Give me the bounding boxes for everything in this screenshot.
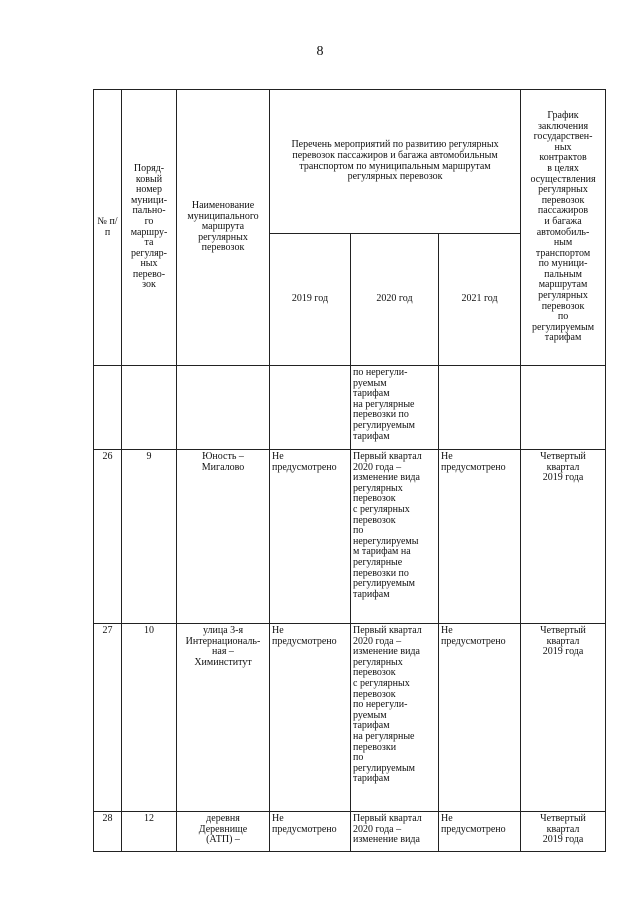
table-row — [94, 450, 606, 624]
text-line: по муници- — [538, 258, 588, 270]
text-line: регулярных — [538, 290, 588, 302]
header-measures — [270, 90, 521, 234]
row-2019 — [270, 366, 351, 450]
row-2020 — [351, 812, 439, 852]
routes-table — [93, 89, 606, 852]
header-route-name — [177, 90, 270, 366]
text-line: Не — [441, 451, 453, 462]
text-line: с регулярных — [353, 677, 410, 689]
text-line: 2020 года – — [353, 823, 402, 835]
text-line: перево- — [132, 268, 166, 280]
text-line: регулируемым — [353, 762, 415, 774]
row-no: 26 — [94, 450, 122, 624]
text-line: контрактов — [539, 152, 587, 164]
text-line: квартал — [546, 635, 580, 647]
text-line: регулируемым — [532, 321, 595, 333]
row-schedule — [521, 450, 606, 624]
row-no — [94, 366, 122, 450]
text-line: осуществления — [530, 173, 596, 185]
row-2020 — [351, 624, 439, 812]
text-line: муниципального — [187, 210, 259, 222]
page-number: 8 — [316, 44, 324, 59]
text-line: График — [547, 109, 579, 121]
text-line: перевозок — [353, 493, 396, 505]
row-schedule — [521, 366, 606, 450]
text-line: Не — [272, 625, 284, 636]
text-line: по — [353, 525, 364, 537]
text-line: руемым — [353, 709, 387, 721]
text-line: тарифам — [353, 430, 390, 442]
text-line: 2020 года – — [353, 635, 402, 647]
text-line: муници- — [130, 194, 168, 206]
text-line: 2020 года – — [353, 461, 402, 473]
text-line: государствен- — [533, 131, 593, 143]
row-schedule — [521, 624, 606, 812]
text-line: номер — [136, 184, 162, 196]
text-line: Поряд- — [133, 162, 165, 174]
row-2019 — [270, 812, 351, 852]
table-row — [94, 366, 606, 450]
header-no: № п/п — [94, 90, 122, 366]
text-line: перевозки по — [353, 409, 409, 421]
header-order — [122, 90, 177, 366]
text-line: Не — [441, 625, 453, 636]
table-row — [94, 812, 606, 852]
text-line: Четвертый — [540, 451, 586, 462]
text-line: регулярных перевозок — [347, 171, 443, 183]
text-line: Деревнище — [198, 823, 248, 835]
text-line: перевозок — [541, 300, 585, 312]
text-line: ная – — [212, 646, 234, 658]
text-line: автомобиль- — [536, 226, 590, 238]
text-line: ковый — [135, 173, 163, 185]
text-line: пассажиров — [537, 205, 589, 217]
text-line: пальным — [544, 268, 582, 280]
text-line: регулярных — [538, 184, 588, 196]
text-line: Химинститут — [194, 656, 252, 668]
text-line: Наименование — [191, 200, 255, 212]
text-line: транспортом по муниципальным маршрутам — [299, 160, 491, 172]
text-line: в целях — [547, 162, 579, 174]
text-line: 2019 года — [542, 834, 584, 846]
row-2021 — [439, 450, 521, 624]
text-line: Четвертый — [540, 625, 586, 636]
text-line: предусмотрено — [441, 635, 506, 647]
text-line: тарифам — [353, 773, 390, 785]
text-line: м тарифам на — [353, 546, 411, 558]
text-line: ным — [553, 237, 573, 249]
text-line: предусмотрено — [441, 823, 506, 835]
row-no: 28 — [94, 812, 122, 852]
text-line: квартал — [546, 823, 580, 835]
text-line: заключения — [537, 120, 589, 132]
row-route-name — [177, 366, 270, 450]
text-line: улица 3-я — [202, 625, 244, 636]
text-line: Интернациональ- — [185, 635, 261, 647]
text-line: на регулярные — [353, 398, 415, 410]
table-row — [94, 624, 606, 812]
text-line: предусмотрено — [272, 635, 337, 647]
text-line: маршрутам — [538, 279, 588, 291]
text-line: маршру- — [130, 226, 168, 238]
header-year-2019: 2019 год — [270, 234, 351, 366]
text-line: перевозок пассажиров и багажа автомобильным — [292, 149, 498, 161]
text-line: регуляр- — [130, 247, 168, 259]
row-no: 27 — [94, 624, 122, 812]
header-year-2021: 2021 год — [439, 234, 521, 366]
text-line: предусмотрено — [272, 461, 337, 473]
row-order: 10 — [122, 624, 177, 812]
text-line: перевозок — [201, 242, 245, 254]
text-line: маршрута — [201, 221, 245, 233]
header-row — [94, 90, 606, 234]
text-line: по — [557, 311, 569, 323]
row-2020 — [351, 366, 439, 450]
text-line: Не — [272, 451, 284, 462]
row-order: 9 — [122, 450, 177, 624]
text-line: Четвертый — [540, 813, 586, 824]
text-line: та — [144, 237, 154, 249]
text-line: 2019 года — [542, 472, 584, 484]
text-line: тарифам — [353, 588, 390, 600]
text-line: 2019 года — [542, 646, 584, 658]
text-line: перевозки по — [353, 567, 409, 579]
text-line: и багажа — [544, 215, 582, 227]
text-line: регулярные — [353, 556, 403, 568]
row-2020 — [351, 450, 439, 624]
row-order — [122, 366, 177, 450]
row-2021 — [439, 812, 521, 852]
text-line: по нерегули- — [353, 699, 408, 711]
text-line: деревня — [206, 813, 240, 824]
text-line: с регулярных — [353, 503, 410, 515]
text-line: предусмотрено — [272, 823, 337, 835]
text-line: регулируемым — [353, 419, 415, 431]
text-line: по — [353, 752, 364, 764]
text-line: Первый квартал — [353, 451, 422, 462]
row-2019 — [270, 624, 351, 812]
text-line: Не — [272, 813, 284, 824]
text-line: регулярных — [353, 656, 403, 668]
text-line: го — [144, 215, 154, 227]
text-line: Первый квартал — [353, 625, 422, 636]
text-line: перевозок — [353, 514, 396, 526]
text-line: регулярных — [353, 482, 403, 494]
text-line: перевозок — [541, 194, 585, 206]
row-route-name — [177, 624, 270, 812]
text-line: регулируемым — [353, 578, 415, 590]
text-line: пально- — [132, 205, 166, 217]
text-line: ных — [140, 258, 158, 270]
text-line: на регулярные — [353, 730, 415, 742]
text-line: регулярных — [198, 231, 248, 243]
text-line: тарифам — [353, 720, 390, 732]
row-2019 — [270, 450, 351, 624]
row-route-name — [177, 450, 270, 624]
text-line: предусмотрено — [441, 461, 506, 473]
text-line: изменение вида — [353, 472, 420, 484]
text-line: руемым — [353, 377, 387, 389]
text-line: нерегулируемы — [353, 535, 419, 547]
text-line: Мигалово — [201, 461, 245, 473]
text-line: Юность – — [202, 451, 244, 462]
text-line: зок — [142, 279, 156, 291]
text-line: Не — [441, 813, 453, 824]
row-order: 12 — [122, 812, 177, 852]
text-line: ных — [554, 141, 572, 153]
text-line: перевозок — [353, 667, 396, 679]
text-line: тарифам — [353, 388, 390, 400]
text-line: перевозок — [353, 688, 396, 700]
row-2021 — [439, 624, 521, 812]
text-line: (АТП) – — [206, 834, 240, 846]
text-line: квартал — [546, 461, 580, 473]
text-line: Перечень мероприятий по развитию регулярных — [291, 139, 499, 151]
row-schedule — [521, 812, 606, 852]
text-line: изменение вида — [353, 646, 420, 658]
text-line: Первый квартал — [353, 813, 422, 824]
header-schedule — [521, 90, 606, 366]
text-line: изменение вида — [353, 834, 420, 846]
text-line: транспортом — [535, 247, 591, 259]
header-year-2020: 2020 год — [351, 234, 439, 366]
text-line: перевозки — [353, 741, 397, 753]
row-2021 — [439, 366, 521, 450]
row-route-name — [177, 812, 270, 852]
text-line: тарифам — [544, 332, 582, 344]
text-line: по нерегули- — [353, 367, 408, 378]
